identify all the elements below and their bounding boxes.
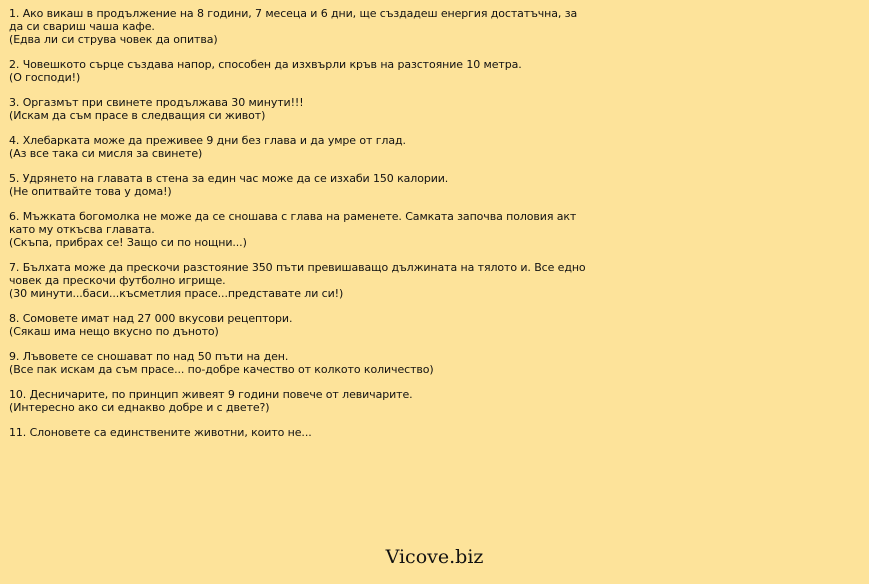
fact-text: 10. Десничарите, по принцип живеят 9 години повече от левичарите.	[9, 388, 413, 401]
fact-item-8	[9, 312, 589, 338]
fact-item-9	[9, 350, 589, 376]
fact-text: 8. Сомовете имат над 27 000 вкусови рецептори.	[9, 312, 293, 325]
fact-item-6	[9, 210, 589, 249]
fact-text: 3. Оргазмът при свинете продължава 30 минути!!!	[9, 96, 304, 109]
fact-item-3	[9, 96, 589, 122]
fact-comment: (Сякаш има нещо вкусно по дъното)	[9, 325, 219, 338]
fact-comment: (Не опитвайте това у дома!)	[9, 185, 172, 198]
fact-comment: (О господи!)	[9, 71, 81, 84]
fact-comment: (30 минути...баси...късметлия прасе...представате ли си!)	[9, 287, 344, 300]
fact-comment: (Интересно ако си еднакво добре и с двете?)	[9, 401, 270, 414]
fact-comment: (Аз все така си мисля за свинете)	[9, 147, 203, 160]
fact-comment: (Искам да съм прасе в следващия си живот)	[9, 109, 266, 122]
fact-item-11	[9, 426, 589, 439]
facts-list	[9, 7, 589, 451]
fact-text: 9. Лъвовете се сношават по над 50 пъти на ден.	[9, 350, 289, 363]
fact-text: 2. Човешкото сърце създава напор, способен да изхвърли кръв на разстояние 10 метра.	[9, 58, 522, 71]
fact-text: 1. Ако викаш в продължение на 8 години, 7 месеца и 6 дни, ще създадеш енергия достатъчна, за да си свариш чаша кафе.	[9, 7, 578, 33]
fact-text: 4. Хлебарката може да преживее 9 дни без глава и да умре от глад.	[9, 134, 406, 147]
fact-comment: (Все пак искам да съм прасе... по-добре качество от колкото количество)	[9, 363, 434, 376]
fact-text: 7. Бълхата може да прескочи разстояние 350 пъти превишаващо дължината на тялото и. Все едно човек да прескочи футболно игрище.	[9, 261, 586, 287]
fact-text: 5. Удрянето на главата в стена за един час може да се изхаби 150 калории.	[9, 172, 449, 185]
fact-comment: (Едва ли си струва човек да опитва)	[9, 33, 218, 46]
fact-item-7	[9, 261, 589, 300]
fact-item-5	[9, 172, 589, 198]
fact-item-1	[9, 7, 589, 46]
site-watermark: Vicove.biz	[385, 546, 484, 568]
fact-comment: (Скъпа, прибрах се! Защо си по нощни...)	[9, 236, 247, 249]
fact-text: 6. Мъжката богомолка не може да се сношава с глава на раменете. Самката започва половия акт като му откъсва главата.	[9, 210, 577, 236]
fact-item-10	[9, 388, 589, 414]
fact-item-2	[9, 58, 589, 84]
fact-item-4	[9, 134, 589, 160]
fact-text: 11. Слоновете са единствените животни, които не...	[9, 426, 312, 439]
